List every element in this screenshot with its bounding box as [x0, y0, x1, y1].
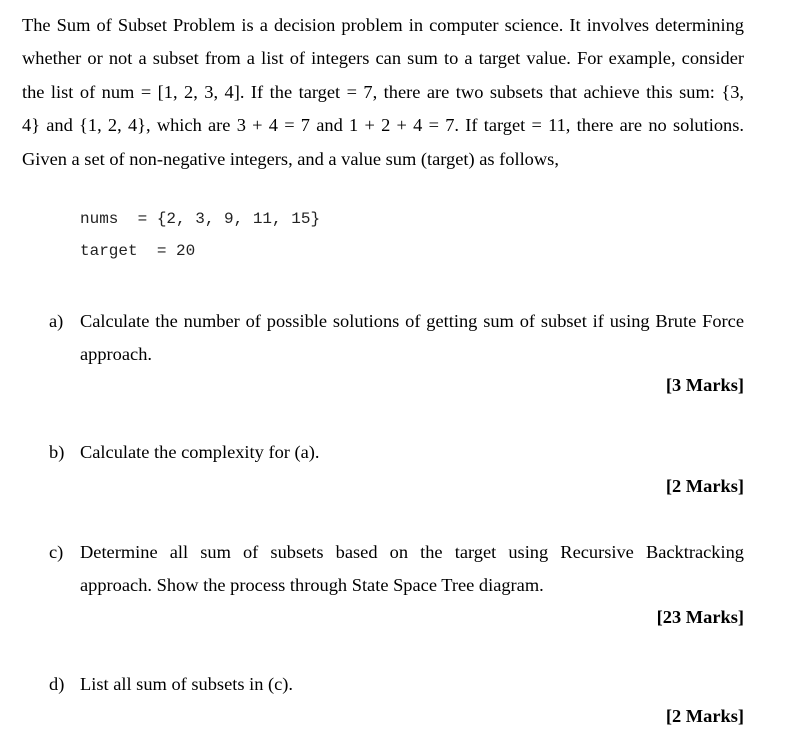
question-text [80, 305, 744, 371]
question-line: approach. Show the process through State Space Tree diagram. [80, 575, 544, 595]
question-line: List all sum of subsets in (c). [80, 674, 294, 694]
question-line: Determine all sum of subsets based on the target using Recursive Backtracking [80, 542, 744, 562]
intro-line: The Sum of Subset Problem is a decision problem in computer science. It involves determining [22, 15, 744, 35]
question-line: approach. [80, 344, 152, 364]
marks-c: [23 Marks] [656, 607, 744, 627]
question-letter: d) [49, 674, 65, 694]
question-letter: c) [49, 542, 64, 562]
intro-line: Given a set of non-negative integers, and a value sum (target) as follows, [22, 148, 559, 169]
question-text [80, 436, 744, 469]
marks-d: [2 Marks] [665, 706, 744, 726]
question-letter: b) [49, 442, 65, 462]
intro-line: 4} and {1, 2, 4}, which are 3 + 4 = 7 and 1 + 2 + 4 = 7. If target = 11, there are no solutions. [22, 115, 744, 136]
question-text [80, 668, 744, 701]
marks-b: [2 Marks] [665, 476, 744, 496]
question-letter: a) [49, 311, 64, 331]
question-line: Calculate the complexity for (a). [80, 442, 320, 462]
marks-a: [3 Marks] [665, 375, 744, 395]
intro-line: whether or not a subset from a list of integers can sum to a target value. For example, consider [22, 48, 744, 69]
code-target-line: target = 20 [80, 242, 196, 260]
question-text [80, 536, 744, 602]
code-nums-line: nums = {2, 3, 9, 11, 15} [80, 210, 321, 228]
intro-paragraph [22, 9, 744, 176]
question-line: Calculate the number of possible solutions of getting sum of subset if using Brute Force [80, 311, 744, 331]
intro-line: the list of num = [1, 2, 3, 4]. If the target = 7, there are two subsets that achieve this sum: {3, [22, 81, 744, 102]
